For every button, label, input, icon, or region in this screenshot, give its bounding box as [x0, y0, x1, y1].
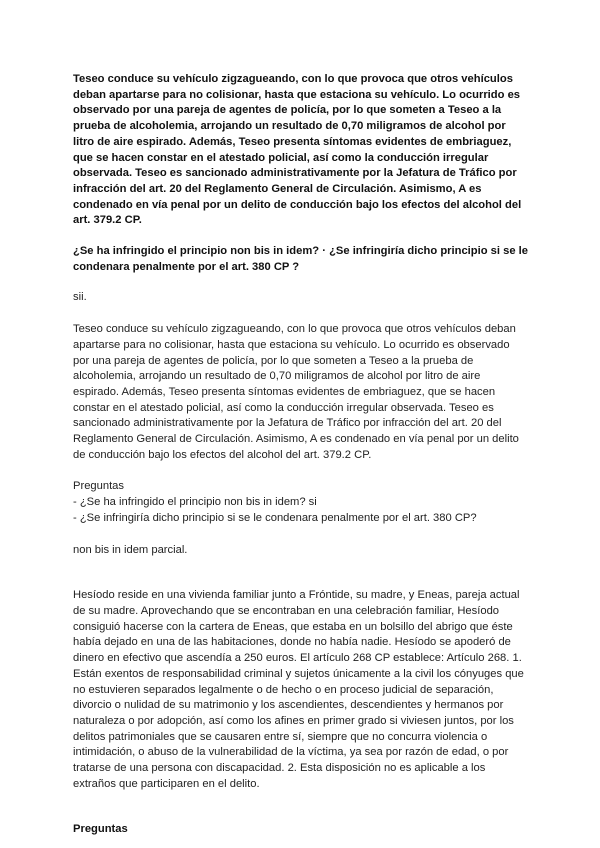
question-item-1: - ¿Se ha infringido el principio non bis in idem? si [73, 496, 317, 509]
question-bold-paragraph: ¿Se ha infringido el principio non bis in idem? · ¿Se infringiría dicho principio si se le condenara penalmente por el art. 380 CP ? [73, 245, 529, 273]
questions-list [73, 495, 528, 526]
preguntas-label: Preguntas [73, 480, 124, 493]
answer-1: sii. [73, 291, 87, 304]
answer-2: non bis in idem parcial. [73, 543, 188, 556]
case1-bold-paragraph: Teseo conduce su vehículo zigzagueando, con lo que provoca que otros vehículos deban apartarse para no colisionar, hasta que estaciona su vehículo. Lo ocurrido es observado por una pareja de agentes de policía, por lo que someten a Teseo a la prueba de alcoholemia, arrojando un resultado de 0,70 miligramos de alcohol por litro de aire espirado. Además, Teseo presenta síntomas evidentes de embriaguez, que se hacen constar en el atestado policial, así como la conducción irregular observada. Teseo es sancionado administrativamente por la Jefatura de Tráfico por infracción del art. 20 del Reglamento General de Circulación. Asimismo, A es condenado en vía penal por un delito de conducción bajo los efectos del alcohol del art. 379.2 CP. [73, 73, 522, 227]
document-body [73, 72, 528, 838]
case1-normal-paragraph: Teseo conduce su vehículo zigzagueando, con lo que provoca que otros vehículos deban apartarse para no colisionar, hasta que estaciona su vehículo. Lo ocurrido es observado por una pareja de agentes de policía, por lo que someten a Teseo a la prueba de alcoholemia, arrojando un resultado de 0,70 miligramos de alcohol por litro de aire espirado. Además, Teseo presenta síntomas evidentes de embriaguez, que se hacen constar en el atestado policial, así como la conducción irregular observada. Teseo es sancionado administrativamente por la Jefatura de Tráfico por infracción del art. 20 del Reglamento General de Circulación. Asimismo, A es condenado en vía penal por un delito de conducción bajo los efectos del alcohol del art. 379.2 CP. [73, 323, 519, 461]
preguntas-heading: Preguntas [73, 823, 128, 836]
case2-paragraph: Hesíodo reside en una vivienda familiar junto a Fróntide, su madre, y Eneas, pareja actual de su madre. Aprovechando que se encontraban en una celebración familiar, Hesíodo consiguió hacerse con la cartera de Eneas, que estaba en un bolsillo del abrigo que éste había dejado en una de las habitaciones, donde no había nadie. Hesíodo se apoderó de dinero en efectivo que ascendía a 250 euros. El artículo 268 CP establece: Artículo 268. 1. Están exentos de responsabilidad criminal y sujetos únicamente a la civil los cónyuges que no estuvieren separados legalmente o de hecho o en proceso judicial de separación, divorcio o nulidad de su matrimonio y los ascendientes, descendientes y hermanos por naturaleza o por adopción, así como los afines en primer grado si viviesen juntos, por los delitos patrimoniales que se causaren entre sí, siempre que no concurra violencia o intimidación, o abuso de la vulnerabilidad de la víctima, ya sea por razón de edad, o por tratarse de una persona con discapacidad. 2. Esta disposición no es aplicable a los extraños que participaren en el delito. [73, 589, 524, 790]
question-item-2: - ¿Se infringiría dicho principio si se le condenara penalmente por el art. 380 CP? [73, 511, 477, 524]
